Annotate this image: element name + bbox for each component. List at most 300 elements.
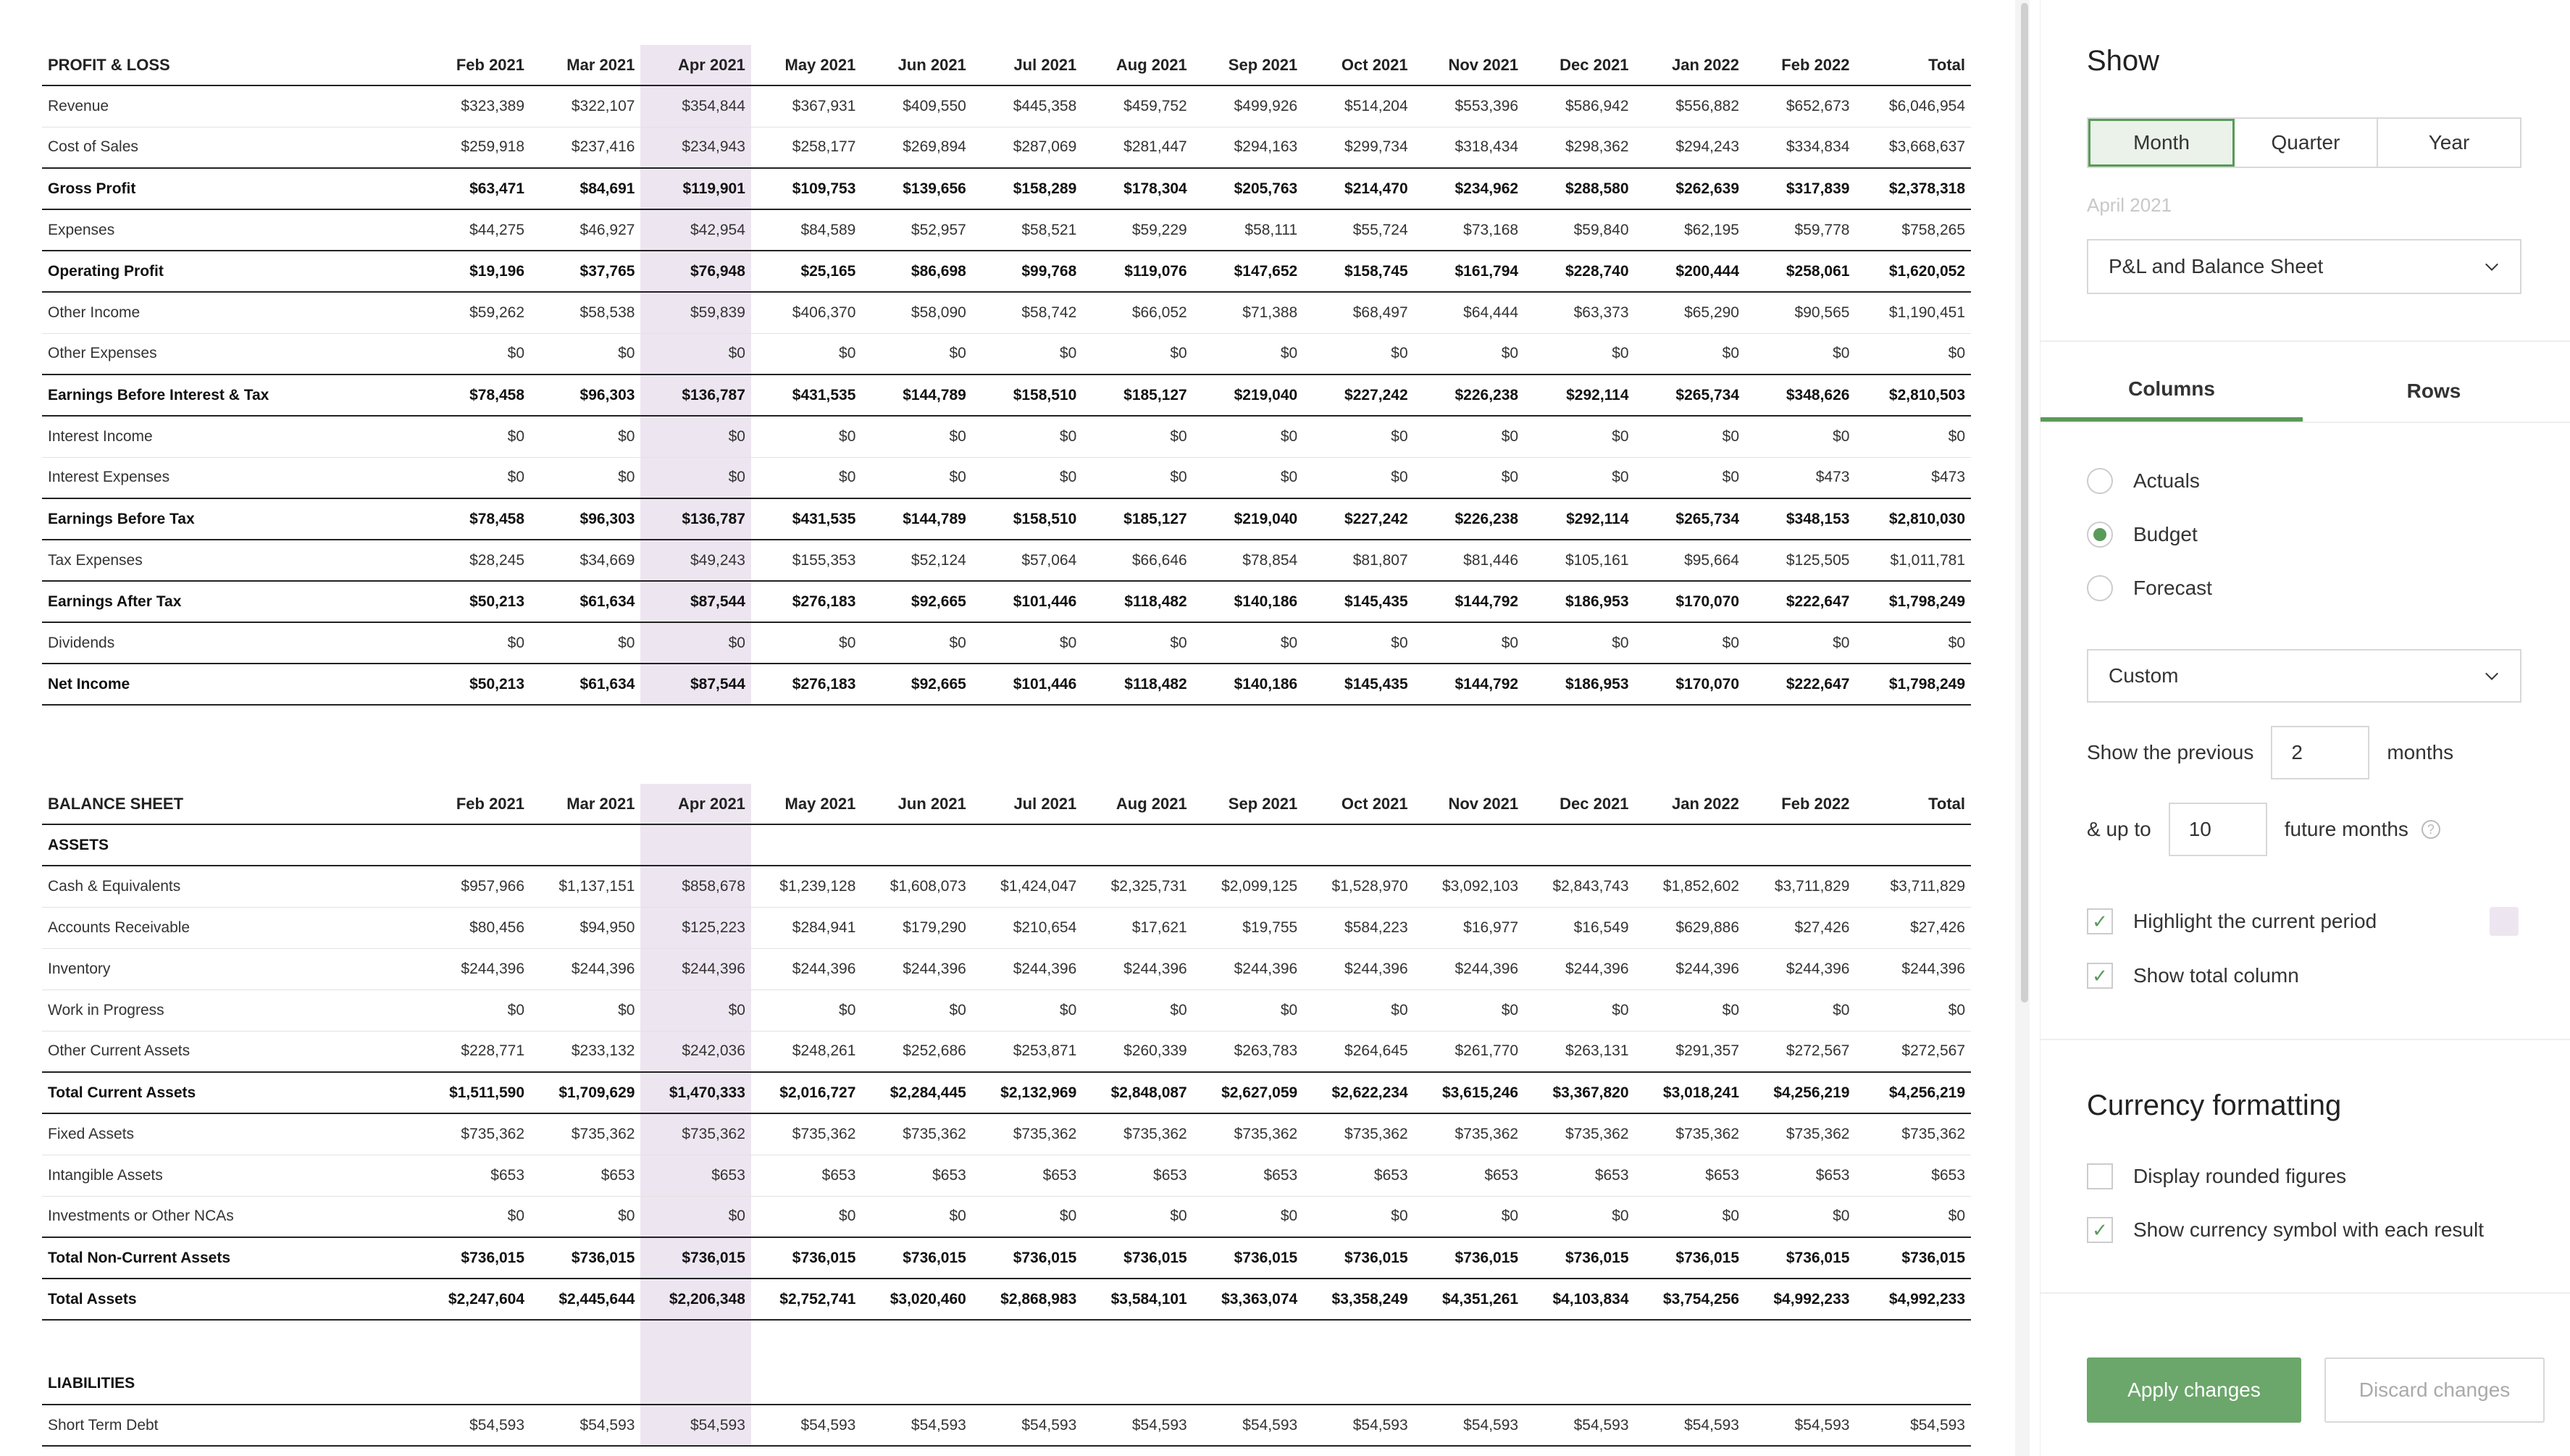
value-cell: $284,941 [751,907,861,948]
value-cell: $0 [1524,622,1634,664]
row-label: Accounts Receivable [42,907,420,948]
column-header: Jan 2022 [1635,784,1745,824]
range-select[interactable] [2087,649,2521,703]
value-cell: $354,844 [640,85,750,127]
value-cell: $291,357 [1635,1031,1745,1072]
value-cell: $265,734 [1635,498,1745,540]
value-cell: $0 [861,416,971,457]
empty-cell [1745,1320,1855,1363]
value-cell: $0 [640,416,750,457]
column-header: Aug 2021 [1082,784,1192,824]
value-cell: $59,262 [420,292,530,333]
value-cell: $0 [1082,333,1192,375]
row-label: Interest Income [42,416,420,457]
value-cell: $736,015 [640,1237,750,1279]
value-cell: $140,186 [1193,664,1303,705]
value-cell: $226,238 [1414,375,1524,416]
column-header: Mar 2021 [530,784,640,824]
value-cell: $367,931 [751,85,861,127]
value-cell: $16,977 [1414,907,1524,948]
value-cell: $736,015 [1745,1237,1855,1279]
row-label: Operating Profit [42,251,420,292]
value-cell: $0 [1414,457,1524,498]
total-cell: $0 [1855,990,1971,1031]
help-icon[interactable]: ? [2422,820,2440,839]
value-cell: $0 [640,457,750,498]
value-cell: $653 [1193,1155,1303,1196]
row-other-income [42,292,1971,333]
empty-cell [530,1363,640,1405]
value-cell: $272,567 [1745,1031,1855,1072]
row-interest-expenses [42,457,1971,498]
up-to-row [2087,803,2440,856]
radio-forecast[interactable] [2087,575,2212,601]
empty-cell [861,1320,971,1363]
row-earnings-before-interest-and-tax [42,375,1971,416]
empty-cell [420,824,530,866]
value-cell: $0 [420,1196,530,1237]
empty-cell [640,1363,750,1405]
value-cell: $0 [1524,1196,1634,1237]
empty-cell [1082,1320,1192,1363]
highlight-color-swatch[interactable] [2490,907,2519,936]
value-cell: $139,656 [861,168,971,209]
value-cell: $145,435 [1303,581,1413,622]
value-cell: $59,840 [1524,209,1634,251]
value-cell: $735,362 [861,1113,971,1155]
row-net-income [42,664,1971,705]
value-cell: $244,396 [1745,948,1855,990]
column-header: Feb 2021 [420,45,530,85]
row-label: Work in Progress [42,990,420,1031]
value-cell: $94,950 [530,907,640,948]
value-cell: $735,362 [1193,1113,1303,1155]
value-cell: $957,966 [420,866,530,907]
report-select[interactable] [2087,239,2521,294]
pl-section-title: PROFIT & LOSS [42,45,420,85]
total-cell: $0 [1855,333,1971,375]
balance-sheet-table [42,784,1971,1447]
value-cell: $16,549 [1524,907,1634,948]
value-cell: $431,535 [751,498,861,540]
value-cell: $54,593 [1635,1405,1745,1446]
value-cell: $233,132 [530,1031,640,1072]
row-label: Other Income [42,292,420,333]
show-previous-label: Show the previous [2087,741,2254,763]
value-cell: $54,593 [1193,1405,1303,1446]
value-cell: $244,396 [640,948,750,990]
value-cell: $736,015 [420,1237,530,1279]
value-cell: $54,593 [530,1405,640,1446]
value-cell: $17,621 [1082,907,1192,948]
row-label: Intangible Assets [42,1155,420,1196]
discard-changes-button[interactable]: Discard changes [2324,1357,2545,1423]
value-cell: $735,362 [1635,1113,1745,1155]
value-cell: $2,016,727 [751,1072,861,1113]
section-label: LIABILITIES [42,1363,420,1405]
value-cell: $96,303 [530,498,640,540]
value-cell: $84,589 [751,209,861,251]
value-cell: $653 [751,1155,861,1196]
value-cell: $54,593 [1524,1405,1634,1446]
value-cell: $227,242 [1303,498,1413,540]
row-label: Other Expenses [42,333,420,375]
value-cell: $0 [1082,416,1192,457]
empty-cell [972,1320,1082,1363]
row-label: Tax Expenses [42,540,420,581]
value-cell: $54,593 [1414,1405,1524,1446]
value-cell: $2,132,969 [972,1072,1082,1113]
value-cell: $253,871 [972,1031,1082,1072]
row-earnings-before-tax [42,498,1971,540]
empty-cell [1635,1320,1745,1363]
row-cash-and-equivalents [42,866,1971,907]
value-cell: $34,669 [530,540,640,581]
value-cell: $735,362 [530,1113,640,1155]
profit-loss-section [42,45,1971,706]
empty-cell [861,824,971,866]
value-cell: $735,362 [640,1113,750,1155]
empty-cell [1303,1363,1413,1405]
value-cell: $735,362 [972,1113,1082,1155]
value-cell: $0 [1303,1196,1413,1237]
value-cell: $0 [1635,457,1745,498]
value-cell: $1,470,333 [640,1072,750,1113]
value-cell: $54,593 [1082,1405,1192,1446]
empty-cell [420,1363,530,1405]
row-other-expenses [42,333,1971,375]
value-cell: $244,396 [972,948,1082,990]
radio-forecast-circle[interactable] [2087,575,2113,601]
value-cell: $0 [1193,622,1303,664]
total-cell: $6,046,954 [1855,85,1971,127]
value-cell: $214,470 [1303,168,1413,209]
value-cell: $334,834 [1745,127,1855,168]
value-cell: $46,927 [530,209,640,251]
total-cell: $758,265 [1855,209,1971,251]
value-cell: $431,535 [751,375,861,416]
divider [2040,1039,2570,1040]
highlight-checkbox[interactable]: ✓ [2087,908,2113,934]
value-cell: $653 [530,1155,640,1196]
value-cell: $237,416 [530,127,640,168]
column-header: Mar 2021 [530,45,640,85]
value-cell: $147,652 [1193,251,1303,292]
value-cell: $219,040 [1193,498,1303,540]
value-cell: $736,015 [1635,1237,1745,1279]
row-label: Expenses [42,209,420,251]
column-header: Apr 2021 [640,784,750,824]
value-cell: $322,107 [530,85,640,127]
tab-columns[interactable]: Columns [2040,361,2303,422]
value-cell: $0 [861,990,971,1031]
empty-cell [1524,1320,1634,1363]
row-label: Total Non-Current Assets [42,1237,420,1279]
value-cell: $735,362 [420,1113,530,1155]
value-cell: $52,124 [861,540,971,581]
row-dividends [42,622,1971,664]
empty-cell [1303,824,1413,866]
value-cell: $78,854 [1193,540,1303,581]
column-header: Apr 2021 [640,45,750,85]
value-cell: $260,339 [1082,1031,1192,1072]
value-cell: $179,290 [861,907,971,948]
value-cell: $0 [751,333,861,375]
value-cell: $244,396 [1635,948,1745,990]
row-label: Interest Expenses [42,457,420,498]
currency-symbol-checkbox[interactable]: ✓ [2087,1217,2113,1243]
profit-loss-table [42,45,1971,706]
period-year-button[interactable]: Year [2428,131,2470,154]
value-cell: $653 [1635,1155,1745,1196]
rounded-checkbox[interactable] [2087,1163,2113,1189]
empty-cell [1082,824,1192,866]
value-cell: $348,626 [1745,375,1855,416]
total-column-row[interactable] [2087,963,2299,989]
value-cell: $228,771 [420,1031,530,1072]
value-cell: $0 [530,990,640,1031]
total-cell: $244,396 [1855,948,1971,990]
up-to-label: & up to [2087,818,2151,840]
value-cell: $49,243 [640,540,750,581]
future-months-input[interactable]: 10 [2169,803,2267,856]
value-cell: $92,665 [861,664,971,705]
total-cell: $27,426 [1855,907,1971,948]
value-cell: $553,396 [1414,85,1524,127]
value-cell: $0 [1082,1196,1192,1237]
period-month-button[interactable]: Month [2088,119,2235,167]
value-cell: $2,848,087 [1082,1072,1192,1113]
empty-cell [1414,1320,1524,1363]
row-label: Total Assets [42,1279,420,1320]
empty-cell [1855,824,1971,866]
empty-cell [1855,1363,1971,1405]
value-cell: $66,646 [1082,540,1192,581]
previous-months-input[interactable]: 2 [2271,726,2369,779]
row-work-in-progress [42,990,1971,1031]
value-cell: $158,745 [1303,251,1413,292]
radio-actuals-circle[interactable] [2087,468,2113,494]
value-cell: $735,362 [1745,1113,1855,1155]
value-cell: $78,458 [420,498,530,540]
value-cell: $0 [1082,457,1192,498]
value-cell: $3,020,460 [861,1279,971,1320]
radio-budget[interactable] [2087,522,2198,548]
value-cell: $0 [1745,1196,1855,1237]
row-operating-profit [42,251,1971,292]
section-header-assets [42,824,1971,866]
value-cell: $514,204 [1303,85,1413,127]
value-cell: $3,711,829 [1745,866,1855,907]
radio-actuals-label: Actuals [2133,469,2200,492]
value-cell: $0 [420,416,530,457]
currency-symbol-row[interactable] [2087,1217,2484,1243]
value-cell: $736,015 [530,1237,640,1279]
value-cell: $2,284,445 [861,1072,971,1113]
value-cell: $653 [1303,1155,1413,1196]
value-cell: $205,763 [1193,168,1303,209]
highlight-current-period-row[interactable] [2087,908,2377,934]
value-cell: $54,593 [751,1405,861,1446]
value-cell: $80,456 [420,907,530,948]
value-cell: $292,114 [1524,498,1634,540]
value-cell: $144,792 [1414,664,1524,705]
value-cell: $318,434 [1414,127,1524,168]
value-cell: $3,092,103 [1414,866,1524,907]
value-cell: $735,362 [1082,1113,1192,1155]
column-header: Jun 2021 [861,45,971,85]
value-cell: $2,325,731 [1082,866,1192,907]
value-cell: $248,261 [751,1031,861,1072]
column-header: May 2021 [751,45,861,85]
period-quarter-button[interactable]: Quarter [2235,119,2378,167]
value-cell: $64,444 [1414,292,1524,333]
radio-forecast-label: Forecast [2133,577,2212,599]
value-cell: $653 [1414,1155,1524,1196]
value-cell: $0 [1193,1196,1303,1237]
radio-actuals[interactable] [2087,468,2200,494]
row-total-current-assets [42,1072,1971,1113]
value-cell: $226,238 [1414,498,1524,540]
value-cell: $0 [751,622,861,664]
value-cell: $210,654 [972,907,1082,948]
value-cell: $0 [1524,990,1634,1031]
value-cell: $276,183 [751,664,861,705]
value-cell: $119,901 [640,168,750,209]
row-label: Gross Profit [42,168,420,209]
value-cell: $276,183 [751,581,861,622]
rounded-figures-row[interactable] [2087,1163,2346,1189]
value-cell: $261,770 [1414,1031,1524,1072]
value-cell: $653 [420,1155,530,1196]
value-cell: $0 [420,990,530,1031]
row-other-current-assets [42,1031,1971,1072]
value-cell: $0 [861,333,971,375]
value-cell: $0 [972,457,1082,498]
value-cell: $178,304 [1082,168,1192,209]
value-cell: $2,622,234 [1303,1072,1413,1113]
value-cell: $144,789 [861,375,971,416]
range-select-value: Custom [2109,664,2179,687]
value-cell: $2,206,348 [640,1279,750,1320]
divider [2040,340,2570,342]
value-cell: $0 [530,1196,640,1237]
empty-cell [1193,1320,1303,1363]
value-cell: $58,111 [1193,209,1303,251]
value-cell: $736,015 [1524,1237,1634,1279]
radio-budget-circle[interactable] [2087,522,2113,548]
value-cell: $2,843,743 [1524,866,1634,907]
section-header-liabilities [42,1363,1971,1405]
value-cell: $294,163 [1193,127,1303,168]
row-inventory [42,948,1971,990]
empty-cell [1524,824,1634,866]
value-cell: $735,362 [1303,1113,1413,1155]
total-column-checkbox[interactable]: ✓ [2087,963,2113,989]
value-cell: $62,195 [1635,209,1745,251]
empty-cell [1303,1320,1413,1363]
value-cell: $263,783 [1193,1031,1303,1072]
total-cell: $1,620,052 [1855,251,1971,292]
column-header: Jul 2021 [972,784,1082,824]
value-cell: $0 [1193,416,1303,457]
value-cell: $90,565 [1745,292,1855,333]
row-label: Earnings After Tax [42,581,420,622]
value-cell: $736,015 [861,1237,971,1279]
empty-cell [530,1320,640,1363]
value-cell: $4,992,233 [1745,1279,1855,1320]
value-cell: $281,447 [1082,127,1192,168]
value-cell: $0 [1414,416,1524,457]
value-cell: $155,353 [751,540,861,581]
value-cell: $298,362 [1524,127,1634,168]
apply-changes-button[interactable]: Apply changes [2087,1357,2301,1423]
value-cell: $101,446 [972,664,1082,705]
spacer-row [42,1320,1971,1363]
bs-section-title: BALANCE SHEET [42,784,420,824]
row-tax-expenses [42,540,1971,581]
value-cell: $125,223 [640,907,750,948]
value-cell: $0 [530,622,640,664]
value-cell: $244,396 [1414,948,1524,990]
value-cell: $0 [1303,457,1413,498]
value-cell: $54,593 [972,1405,1082,1446]
row-label: Short Term Debt [42,1405,420,1446]
row-investments-or-other-ncas [42,1196,1971,1237]
value-cell: $119,076 [1082,251,1192,292]
row-label: Revenue [42,85,420,127]
value-cell: $63,471 [420,168,530,209]
currency-symbol-label: Show currency symbol with each result [2133,1218,2484,1241]
value-cell: $0 [1745,416,1855,457]
row-label: Earnings Before Tax [42,498,420,540]
value-cell: $3,367,820 [1524,1072,1634,1113]
value-cell: $262,639 [1635,168,1745,209]
value-cell: $186,953 [1524,664,1634,705]
value-cell: $78,458 [420,375,530,416]
value-cell: $3,358,249 [1303,1279,1413,1320]
value-cell: $27,426 [1745,907,1855,948]
value-cell: $287,069 [972,127,1082,168]
value-cell: $0 [861,457,971,498]
value-cell: $4,256,219 [1745,1072,1855,1113]
value-cell: $0 [420,622,530,664]
tab-rows[interactable]: Rows [2406,380,2461,402]
value-cell: $54,593 [640,1405,750,1446]
empty-cell [1635,1363,1745,1405]
column-header: Oct 2021 [1303,784,1413,824]
value-cell: $185,127 [1082,375,1192,416]
row-label: Total Current Assets [42,1072,420,1113]
value-cell: $0 [1745,333,1855,375]
value-cell: $3,584,101 [1082,1279,1192,1320]
value-cell: $1,137,151 [530,866,640,907]
value-cell: $244,396 [420,948,530,990]
value-cell: $105,161 [1524,540,1634,581]
row-label: Fixed Assets [42,1113,420,1155]
empty-cell [1855,1320,1971,1363]
value-cell: $0 [640,990,750,1031]
total-column-label: Show total column [2133,964,2299,987]
value-cell: $653 [1745,1155,1855,1196]
total-cell: $0 [1855,1196,1971,1237]
column-header: Jul 2021 [972,45,1082,85]
scrollbar-thumb[interactable] [2021,3,2028,1003]
value-cell: $145,435 [1303,664,1413,705]
value-cell: $118,482 [1082,664,1192,705]
value-cell: $144,789 [861,498,971,540]
row-label: Earnings Before Interest & Tax [42,375,420,416]
